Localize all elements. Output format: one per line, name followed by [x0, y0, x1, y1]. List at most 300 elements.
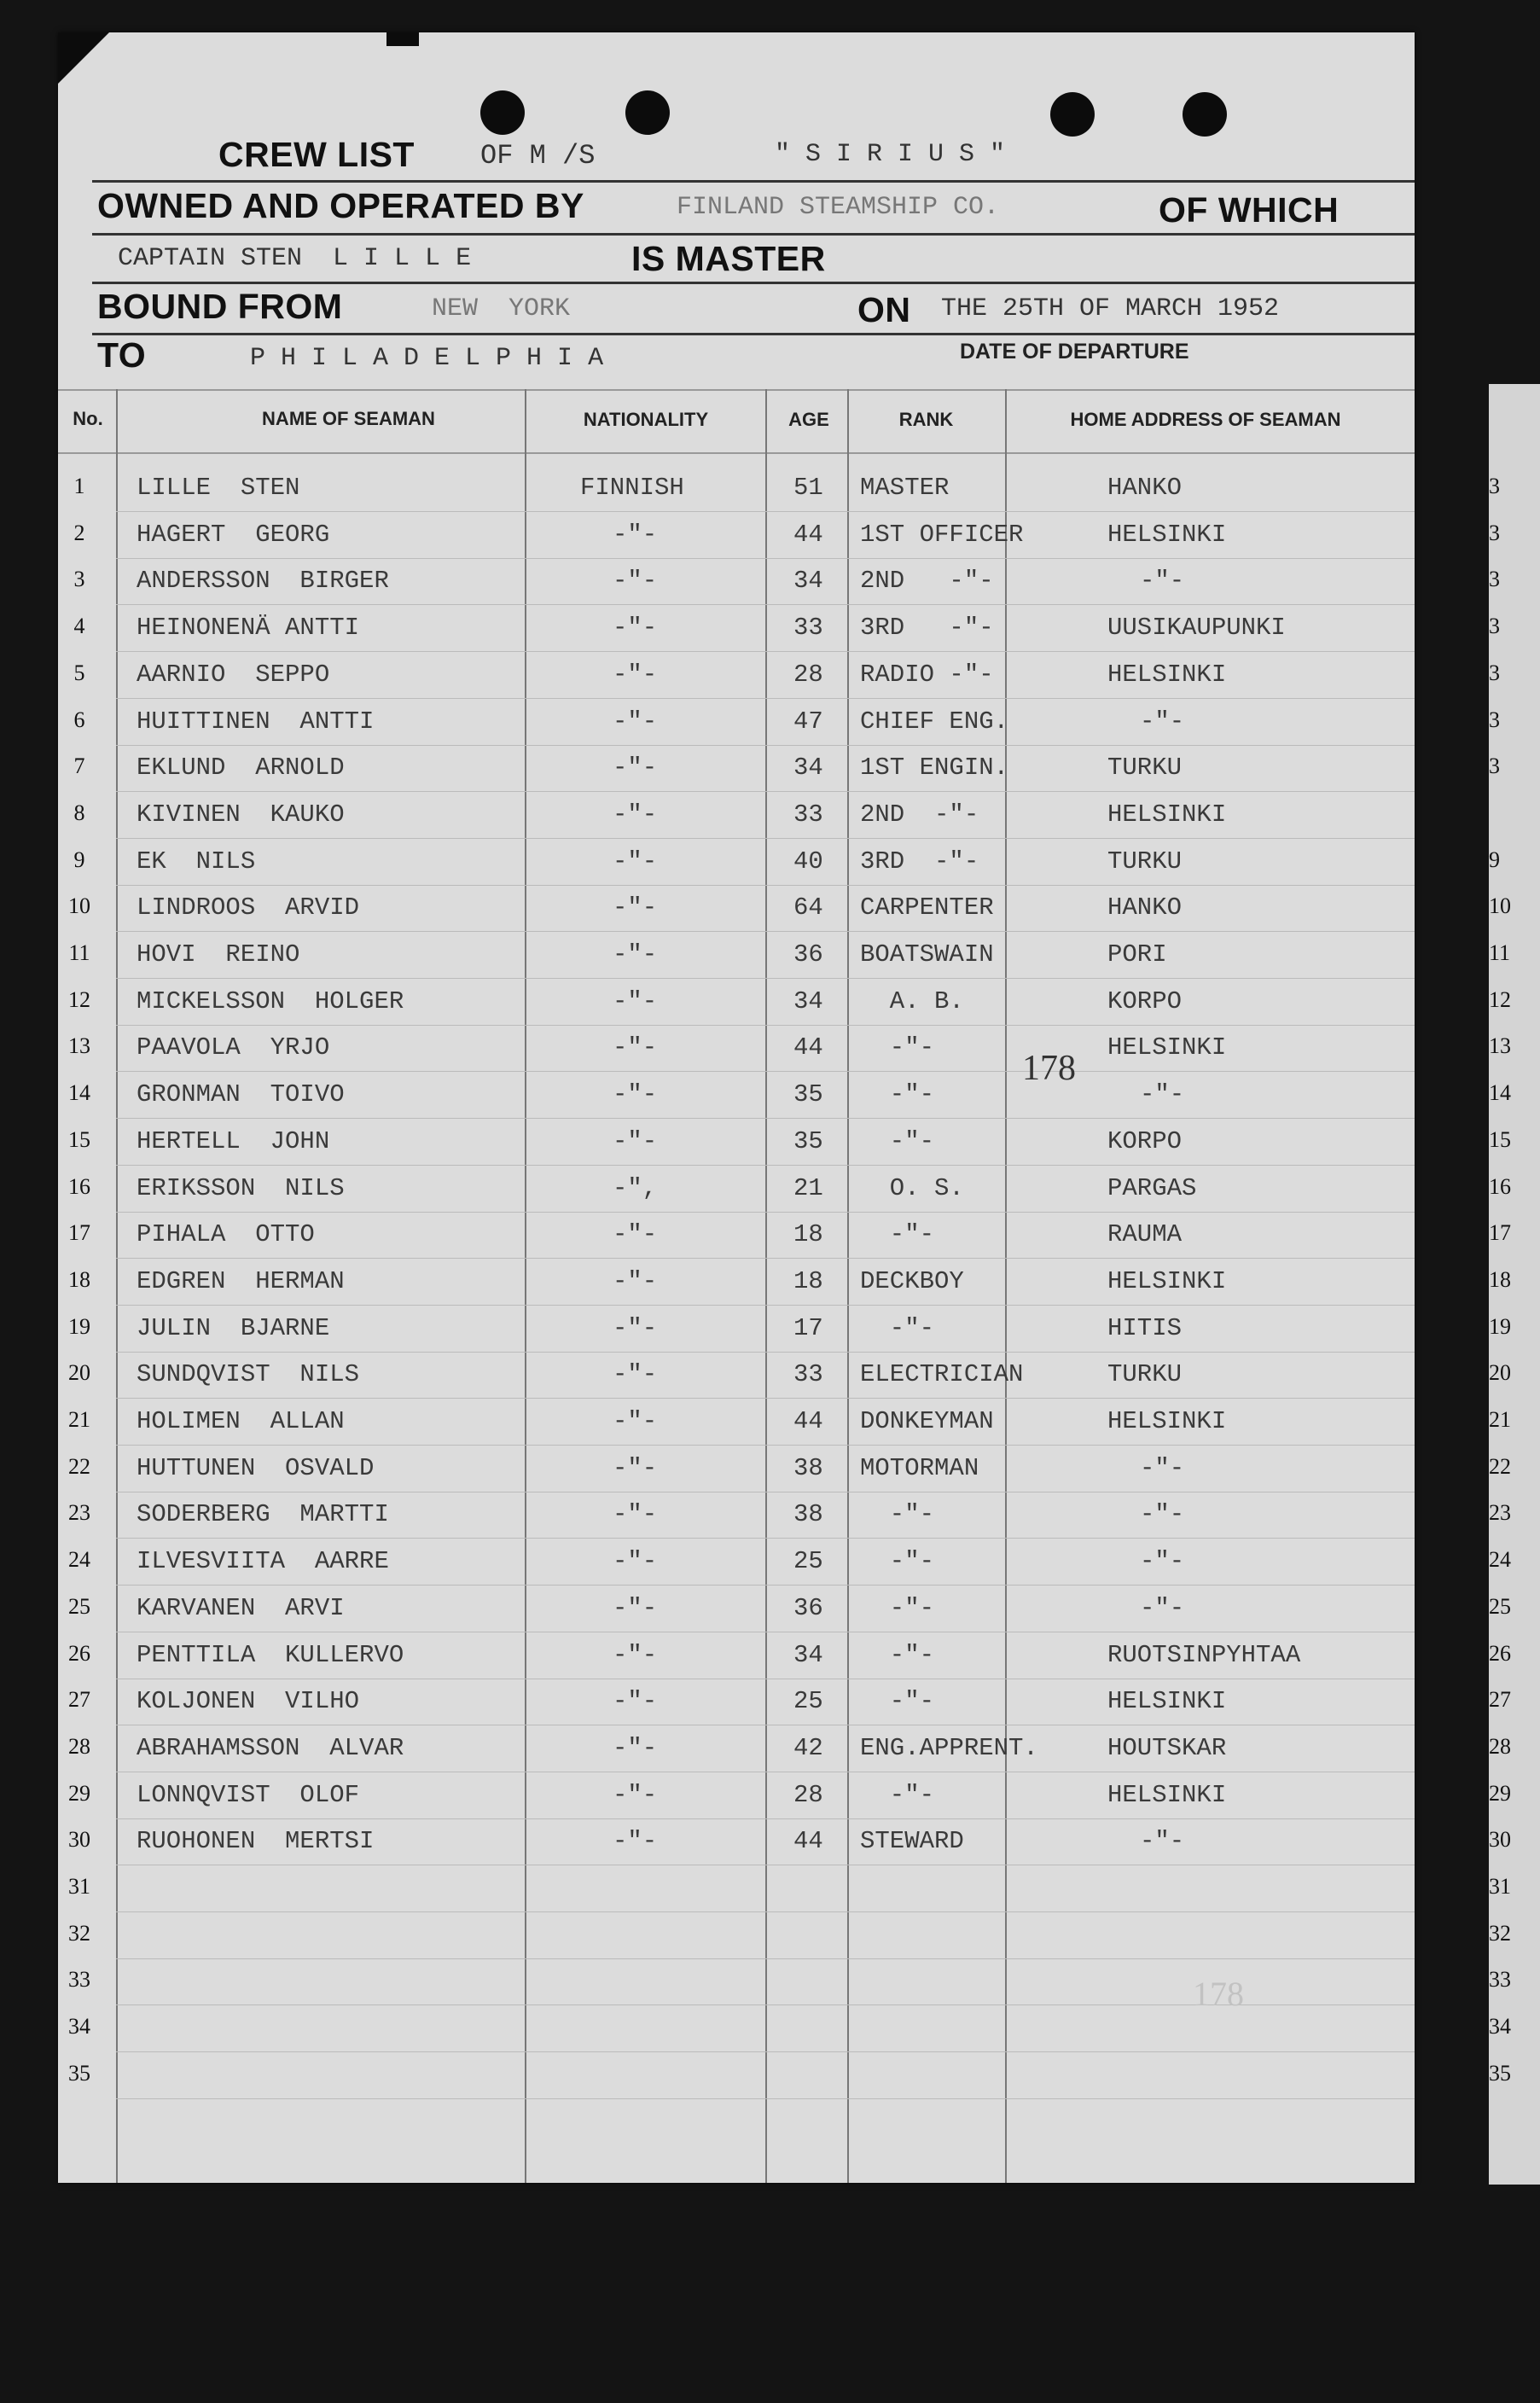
table-row	[58, 752, 1415, 800]
table-row	[58, 799, 1415, 847]
rank: A. B.	[860, 986, 964, 1015]
seaman-name: HUITTINEN ANTTI	[137, 707, 375, 736]
adjacent-row-number: 33	[1489, 1967, 1511, 1993]
row-number: 25	[68, 1593, 90, 1619]
table-row	[58, 986, 1415, 1033]
rule	[92, 282, 1415, 284]
rank: RADIO -"-	[860, 660, 994, 689]
captain-name: CAPTAIN STEN L I L L E	[118, 244, 472, 273]
rank: ENG.APPRENT.	[860, 1733, 1038, 1762]
home-address: RAUMA	[1107, 1220, 1183, 1249]
rank: -"-	[860, 1220, 935, 1249]
home-address: -"-	[1140, 567, 1185, 596]
rank: DONKEYMAN	[860, 1407, 994, 1435]
row-rule	[116, 1025, 1415, 1026]
adjacent-row-number: 34	[1489, 2014, 1511, 2039]
home-address: HELSINKI	[1107, 1266, 1227, 1295]
seaman-name: LONNQVIST OLOF	[137, 1780, 360, 1809]
row-rule	[116, 1305, 1415, 1306]
age: 34	[793, 986, 823, 1015]
adjacent-row-number: 3	[1489, 614, 1500, 639]
home-address: TURKU	[1107, 847, 1183, 876]
rank: MASTER	[860, 474, 950, 502]
row-number: 34	[68, 2014, 90, 2039]
faint-stamp-number: 178	[1193, 1975, 1244, 2013]
seaman-name: HUTTUNEN OSVALD	[137, 1453, 375, 1482]
age: 33	[793, 1360, 823, 1389]
adjacent-row-number: 3	[1489, 474, 1500, 498]
table-row	[58, 1498, 1415, 1546]
row-number: 2	[73, 520, 85, 545]
row-number: 8	[73, 800, 85, 825]
row-number: 27	[68, 1687, 90, 1713]
home-address: PORI	[1107, 940, 1167, 969]
age: 34	[793, 1640, 823, 1669]
row-number: 32	[68, 1920, 90, 1946]
seaman-name: RUOHONEN MERTSI	[137, 1827, 375, 1856]
home-address: -"-	[1140, 1080, 1185, 1109]
table-row	[58, 846, 1415, 893]
age: 17	[793, 1313, 823, 1342]
home-address: KORPO	[1107, 986, 1183, 1015]
row-number: 31	[68, 1874, 90, 1899]
rank: -"-	[860, 1547, 935, 1576]
adjacent-row-number: 32	[1489, 1920, 1511, 1946]
home-address: TURKU	[1107, 753, 1183, 783]
row-number: 29	[68, 1780, 90, 1806]
age: 34	[793, 567, 823, 596]
table-row	[58, 1219, 1415, 1266]
row-number: 23	[68, 1500, 90, 1526]
rank: 1ST OFFICER	[860, 520, 1024, 549]
nationality: -"-	[613, 1733, 658, 1762]
owned-by-label: OWNED AND OPERATED BY	[97, 186, 584, 225]
row-number: 17	[68, 1220, 90, 1246]
adjacent-row-number: 3	[1489, 567, 1500, 592]
adjacent-row-number: 28	[1489, 1733, 1511, 1759]
row-number: 33	[68, 1967, 90, 1993]
row-rule	[116, 558, 1415, 559]
adjacent-row-number: 3	[1489, 660, 1500, 685]
age: 28	[793, 1780, 823, 1809]
table-row	[58, 1779, 1415, 1827]
rank: -"-	[860, 1126, 935, 1155]
table-row	[58, 1592, 1415, 1640]
row-rule	[116, 698, 1415, 699]
age: 36	[793, 1593, 823, 1622]
to-label: TO	[97, 335, 147, 375]
row-number: 13	[68, 1033, 90, 1059]
adjacent-row-number: 13	[1489, 1033, 1511, 1059]
row-rule	[116, 1165, 1415, 1166]
age: 25	[793, 1547, 823, 1576]
row-rule	[116, 1585, 1415, 1586]
home-address: HELSINKI	[1107, 660, 1227, 689]
adjacent-row-number: 23	[1489, 1500, 1511, 1526]
row-rule	[116, 511, 1415, 512]
seaman-name: KARVANEN ARVI	[137, 1593, 345, 1622]
nationality: -"-	[613, 1126, 658, 1155]
row-rule	[116, 651, 1415, 652]
row-number: 20	[68, 1360, 90, 1386]
adjacent-row-number: 29	[1489, 1780, 1511, 1806]
nationality: -"-	[613, 753, 658, 783]
table-row	[58, 1266, 1415, 1313]
seaman-name: EDGREN HERMAN	[137, 1266, 345, 1295]
date-of-departure-label: DATE OF DEPARTURE	[960, 340, 1189, 364]
row-number: 6	[73, 707, 85, 732]
age: 38	[793, 1453, 823, 1482]
row-rule	[116, 604, 1415, 605]
nationality: -"-	[613, 847, 658, 876]
row-number: 11	[68, 940, 90, 965]
nationality: -"-	[613, 800, 658, 829]
home-address: UUSIKAUPUNKI	[1107, 614, 1286, 643]
nationality: -"-	[613, 893, 658, 922]
age: 35	[793, 1080, 823, 1109]
seaman-name: KOLJONEN VILHO	[137, 1687, 360, 1716]
table-row	[58, 1032, 1415, 1079]
age: 33	[793, 800, 823, 829]
row-rule	[116, 838, 1415, 839]
home-address: KORPO	[1107, 1126, 1183, 1155]
age: 40	[793, 847, 823, 876]
nationality: -"-	[613, 1266, 658, 1295]
nationality: -"-	[613, 1687, 658, 1716]
age: 47	[793, 707, 823, 736]
adjacent-row-number: 20	[1489, 1360, 1511, 1386]
seaman-name: EK NILS	[137, 847, 256, 876]
adjacent-row-number: 10	[1489, 893, 1511, 919]
table-row	[58, 1172, 1415, 1220]
adjacent-row-number: 15	[1489, 1126, 1511, 1152]
row-number: 14	[68, 1080, 90, 1106]
row-rule	[116, 885, 1415, 886]
age: 21	[793, 1173, 823, 1202]
seaman-name: ABRAHAMSSON ALVAR	[137, 1733, 404, 1762]
rank: -"-	[860, 1593, 935, 1622]
row-number: 4	[73, 614, 85, 639]
age: 28	[793, 660, 823, 689]
bound-from: NEW YORK	[432, 294, 571, 323]
age: 33	[793, 614, 823, 643]
age: 64	[793, 893, 823, 922]
adjacent-row-number: 25	[1489, 1593, 1511, 1619]
row-rule	[116, 1071, 1415, 1072]
rank: -"-	[860, 1080, 935, 1109]
row-rule	[116, 791, 1415, 792]
home-address: HANKO	[1107, 474, 1183, 502]
home-address: -"-	[1140, 1593, 1185, 1622]
home-address: HELSINKI	[1107, 800, 1227, 829]
seaman-name: EKLUND ARNOLD	[137, 753, 345, 783]
seaman-name: LINDROOS ARVID	[137, 893, 360, 922]
home-address: HELSINKI	[1107, 1033, 1227, 1062]
row-rule	[116, 1258, 1415, 1259]
rank: CHIEF ENG.	[860, 707, 1009, 736]
age: 25	[793, 1687, 823, 1716]
seaman-name: SODERBERG MARTTI	[137, 1500, 389, 1529]
nationality: -",	[613, 1173, 658, 1202]
rule	[92, 180, 1415, 183]
rank: -"-	[860, 1780, 935, 1809]
seaman-name: ERIKSSON NILS	[137, 1173, 345, 1202]
rank: -"-	[860, 1687, 935, 1716]
row-rule	[116, 1445, 1415, 1446]
rank: DECKBOY	[860, 1266, 964, 1295]
adjacent-row-number: 31	[1489, 1874, 1511, 1899]
table-row	[58, 892, 1415, 940]
adjacent-row-number: 30	[1489, 1827, 1511, 1853]
table-row	[58, 1126, 1415, 1173]
adjacent-page-edge	[1489, 384, 1540, 2185]
nationality: -"-	[613, 1593, 658, 1622]
adjacent-row-number: 3	[1489, 753, 1500, 779]
row-number: 12	[68, 986, 90, 1012]
home-address: -"-	[1140, 1500, 1185, 1529]
rule	[92, 333, 1415, 335]
seaman-name: PAAVOLA YRJO	[137, 1033, 330, 1062]
row-rule	[116, 1818, 1415, 1819]
age: 18	[793, 1266, 823, 1295]
nationality: -"-	[613, 567, 658, 596]
col-no: No.	[73, 408, 103, 429]
seaman-name: AARNIO SEPPO	[137, 660, 330, 689]
punch-hole	[1183, 92, 1227, 137]
rank: O. S.	[860, 1173, 964, 1202]
adjacent-row-number: 3	[1489, 707, 1500, 732]
torn-edge	[386, 32, 419, 46]
table-row	[58, 1405, 1415, 1453]
table-row	[58, 1452, 1415, 1500]
home-address: TURKU	[1107, 1360, 1183, 1389]
seaman-name: KIVINEN KAUKO	[137, 800, 345, 829]
nationality: -"-	[613, 520, 658, 549]
nationality: -"-	[613, 1080, 658, 1109]
seaman-name: PENTTILA KULLERVO	[137, 1640, 404, 1669]
row-rule	[116, 1118, 1415, 1119]
row-rule	[116, 1538, 1415, 1539]
table-row	[58, 1545, 1415, 1593]
row-rule	[116, 745, 1415, 746]
table-row	[58, 565, 1415, 613]
bound-from-label: BOUND FROM	[97, 287, 343, 326]
seaman-name: JULIN BJARNE	[137, 1313, 330, 1342]
table-row	[58, 612, 1415, 660]
rank: ELECTRICIAN	[860, 1360, 1024, 1389]
rank: 2ND -"-	[860, 567, 994, 596]
row-number: 18	[68, 1266, 90, 1292]
rank: -"-	[860, 1640, 935, 1669]
table-row	[58, 1312, 1415, 1360]
col-age: AGE	[788, 409, 829, 430]
row-number: 1	[73, 474, 85, 498]
nationality: -"-	[613, 1220, 658, 1249]
nationality: -"-	[613, 1500, 658, 1529]
rank: 3RD -"-	[860, 847, 979, 876]
adjacent-row-number: 21	[1489, 1407, 1511, 1432]
nationality: -"-	[613, 1780, 658, 1809]
punch-hole	[625, 90, 670, 135]
rank: -"-	[860, 1313, 935, 1342]
home-address: HELSINKI	[1107, 520, 1227, 549]
nationality: -"-	[613, 614, 658, 643]
nationality: -"-	[613, 660, 658, 689]
seaman-name: HAGERT GEORG	[137, 520, 330, 549]
row-number: 35	[68, 2060, 90, 2086]
table-row	[58, 2059, 1415, 2107]
adjacent-row-number: 16	[1489, 1173, 1511, 1199]
row-number: 7	[73, 753, 85, 779]
home-address: -"-	[1140, 1453, 1185, 1482]
rule	[58, 452, 1415, 454]
age: 42	[793, 1733, 823, 1762]
rank: CARPENTER	[860, 893, 994, 922]
home-address: -"-	[1140, 1827, 1185, 1856]
home-address: HELSINKI	[1107, 1780, 1227, 1809]
adjacent-row-number: 12	[1489, 986, 1511, 1012]
rule	[58, 389, 1415, 391]
row-number: 10	[68, 893, 90, 919]
seaman-name: ANDERSSON BIRGER	[137, 567, 389, 596]
row-rule	[116, 1212, 1415, 1213]
table-row	[58, 2012, 1415, 2060]
row-rule	[116, 1398, 1415, 1399]
table-row	[58, 659, 1415, 707]
seaman-name: HEINONENÄ ANTTI	[137, 614, 360, 643]
row-rule	[116, 2098, 1415, 2099]
row-number: 5	[73, 660, 85, 685]
age: 36	[793, 940, 823, 969]
col-rank: RANK	[898, 409, 954, 430]
nationality: FINNISH	[580, 474, 684, 502]
home-address: RUOTSINPYHTAA	[1107, 1640, 1301, 1669]
row-rule	[116, 931, 1415, 932]
row-number: 30	[68, 1827, 90, 1853]
of-ms: OF M /S	[480, 140, 596, 172]
row-number: 16	[68, 1173, 90, 1199]
seaman-name: LILLE STEN	[137, 474, 300, 502]
age: 44	[793, 1827, 823, 1856]
age: 34	[793, 753, 823, 783]
home-address: HELSINKI	[1107, 1687, 1227, 1716]
row-number: 15	[68, 1126, 90, 1152]
rank: -"-	[860, 1500, 935, 1529]
rank: BOATSWAIN	[860, 940, 994, 969]
rank: MOTORMAN	[860, 1453, 979, 1482]
table-row	[58, 472, 1415, 520]
adjacent-row-number: 27	[1489, 1687, 1511, 1713]
nationality: -"-	[613, 1033, 658, 1062]
age: 44	[793, 1033, 823, 1062]
table-row	[58, 939, 1415, 986]
owner: FINLAND STEAMSHIP CO.	[677, 193, 1000, 222]
is-master-label: IS MASTER	[631, 239, 826, 278]
row-number: 24	[68, 1547, 90, 1573]
vessel-name: " S I R I U S "	[775, 140, 1006, 169]
nationality: -"-	[613, 986, 658, 1015]
table-row	[58, 1079, 1415, 1126]
adjacent-row-number: 24	[1489, 1547, 1511, 1573]
table-row	[58, 706, 1415, 753]
nationality: -"-	[613, 1360, 658, 1389]
row-number: 22	[68, 1453, 90, 1479]
seaman-name: GRONMAN TOIVO	[137, 1080, 345, 1109]
nationality: -"-	[613, 1827, 658, 1856]
nationality: -"-	[613, 1640, 658, 1669]
row-number: 21	[68, 1407, 90, 1432]
crew-list-title: CREW LIST	[218, 135, 415, 174]
rank: 3RD -"-	[860, 614, 994, 643]
home-address: HOUTSKAR	[1107, 1733, 1227, 1762]
col-name: NAME OF SEAMAN	[262, 408, 435, 429]
home-address: HITIS	[1107, 1313, 1183, 1342]
home-address: HELSINKI	[1107, 1407, 1227, 1435]
adjacent-row-number: 18	[1489, 1266, 1511, 1292]
nationality: -"-	[613, 940, 658, 969]
adjacent-row-number: 14	[1489, 1080, 1511, 1106]
row-rule	[116, 1352, 1415, 1353]
table-row	[58, 1919, 1415, 1967]
row-number: 19	[68, 1313, 90, 1339]
departure-date: THE 25TH OF MARCH 1952	[941, 294, 1280, 323]
home-address: HANKO	[1107, 893, 1183, 922]
seaman-name: HERTELL JOHN	[137, 1126, 330, 1155]
row-rule	[116, 1958, 1415, 1959]
rank: 2ND -"-	[860, 800, 979, 829]
seaman-name: HOLIMEN ALLAN	[137, 1407, 345, 1435]
adjacent-row-number: 26	[1489, 1640, 1511, 1666]
adjacent-row-number: 17	[1489, 1220, 1511, 1246]
table-row	[58, 519, 1415, 567]
row-rule	[116, 2051, 1415, 2052]
row-number: 3	[73, 567, 85, 592]
home-address: PARGAS	[1107, 1173, 1197, 1202]
adjacent-row-number: 35	[1489, 2060, 1511, 2086]
seaman-name: ILVESVIITA AARRE	[137, 1547, 389, 1576]
table-row	[58, 1639, 1415, 1687]
nationality: -"-	[613, 1407, 658, 1435]
adjacent-row-number: 11	[1489, 940, 1511, 965]
age: 44	[793, 520, 823, 549]
age: 18	[793, 1220, 823, 1249]
seaman-name: SUNDQVIST NILS	[137, 1360, 360, 1389]
adjacent-row-number: 9	[1489, 847, 1500, 872]
row-rule	[116, 978, 1415, 979]
age: 51	[793, 474, 823, 502]
adjacent-row-number: 22	[1489, 1453, 1511, 1479]
row-rule	[116, 1911, 1415, 1912]
crew-list-sheet	[58, 32, 1415, 2183]
age: 38	[793, 1500, 823, 1529]
age: 35	[793, 1126, 823, 1155]
nationality: -"-	[613, 1547, 658, 1576]
table-row	[58, 1732, 1415, 1780]
age: 44	[793, 1407, 823, 1435]
seaman-name: MICKELSSON HOLGER	[137, 986, 404, 1015]
punch-hole	[480, 90, 525, 135]
rank: 1ST ENGIN.	[860, 753, 1009, 783]
row-number: 28	[68, 1733, 90, 1759]
torn-corner	[58, 32, 109, 84]
rule	[92, 233, 1415, 236]
of-which-label: OF WHICH	[1159, 190, 1340, 230]
destination: P H I L A D E L P H I A	[250, 344, 604, 373]
punch-hole	[1050, 92, 1095, 137]
adjacent-row-number: 19	[1489, 1313, 1511, 1339]
nationality: -"-	[613, 707, 658, 736]
home-address: -"-	[1140, 707, 1185, 736]
